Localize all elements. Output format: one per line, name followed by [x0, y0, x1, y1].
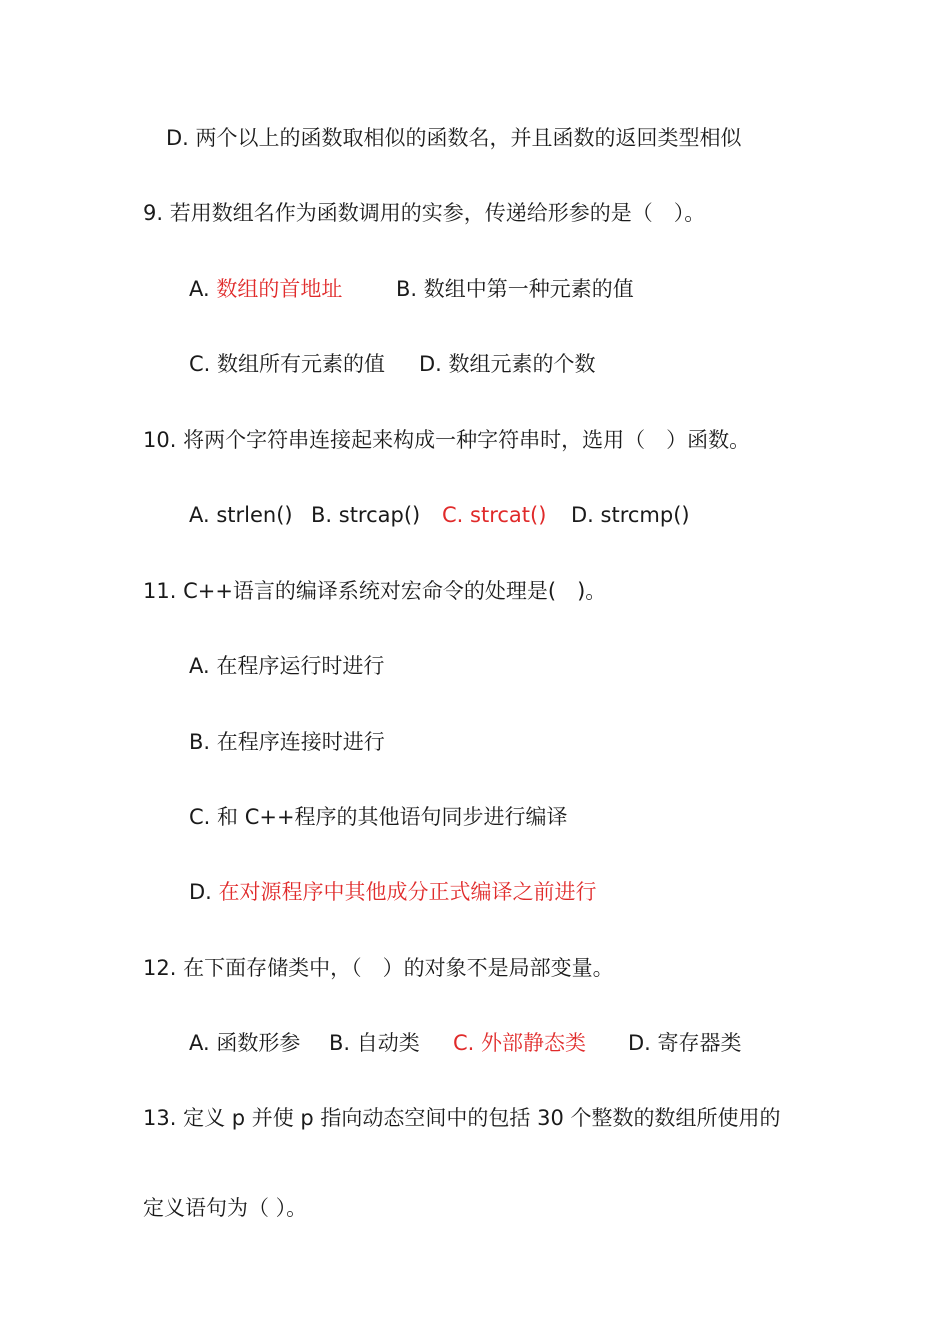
q13-stem-line-1: 13. 定义 p 并使 p 指向动态空间中的包括 30 个整数的数组所使用的 [143, 1106, 781, 1130]
q10-option-b: B. strcap() [311, 503, 421, 527]
q11-option-d-prefix: D. [189, 880, 212, 904]
q12-stem: 12. 在下面存储类中，（ ）的对象不是局部变量。 [143, 956, 614, 980]
q11-option-b: B. 在程序连接时进行 [189, 730, 385, 754]
q10-option-d: D. strcmp() [571, 503, 690, 527]
q10-option-a: A. strlen() [189, 503, 293, 527]
q9-option-c: C. 数组所有元素的值 [189, 352, 386, 376]
q9-option-a-answer: 数组的首地址 [209, 277, 343, 301]
q12-option-b: B. 自动类 [329, 1031, 420, 1055]
q11-option-a: A. 在程序运行时进行 [189, 654, 385, 678]
q11-stem: 11. C++语言的编译系统对宏命令的处理是( )。 [143, 579, 607, 603]
q10-option-c-answer: C. strcat() [442, 503, 547, 527]
q12-option-a: A. 函数形参 [189, 1031, 301, 1055]
q9-stem: 9. 若用数组名作为函数调用的实参，传递给形参的是（ ）。 [143, 201, 706, 225]
q9-option-b: B. 数组中第一种元素的值 [396, 277, 634, 301]
q9-option-a-prefix: A. [189, 277, 210, 301]
q9-options-row-1 [189, 275, 342, 303]
q10-stem: 10. 将两个字符串连接起来构成一种字符串时，选用（ ）函数。 [143, 428, 751, 452]
q12-option-d: D. 寄存器类 [628, 1031, 742, 1055]
q11-option-c: C. 和 C++程序的其他语句同步进行编译 [189, 805, 568, 829]
q9-option-d: D. 数组元素的个数 [419, 352, 596, 376]
q11-option-d-answer: 在对源程序中其他成分正式编译之前进行 [211, 880, 597, 904]
q11-option-d [189, 878, 597, 906]
q8-option-d: D. 两个以上的函数取相似的函数名，并且函数的返回类型相似 [166, 126, 742, 150]
q12-option-c-answer: C. 外部静态类 [453, 1031, 587, 1055]
q13-stem-line-2: 定义语句为（ ）。 [143, 1196, 308, 1220]
